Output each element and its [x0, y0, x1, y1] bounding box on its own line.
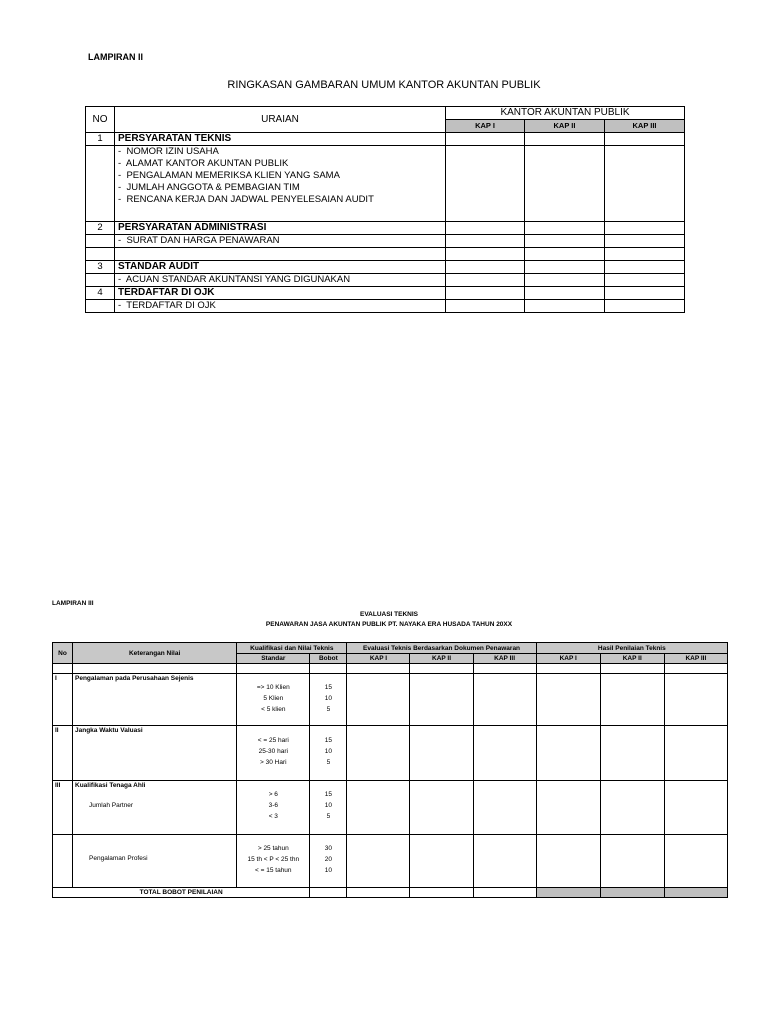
bobot-value: 5	[326, 813, 331, 820]
kap-cell	[605, 235, 685, 248]
item-text: ALAMAT KANTOR AKUNTAN PUBLIK	[125, 158, 289, 169]
bobot-value: 15	[324, 737, 332, 744]
item-text: JUMLAH ANGGOTA & PEMBAGIAN TIM	[126, 182, 300, 193]
total-label: TOTAL BOBOT PENILAIAN	[53, 888, 310, 898]
criterion-cell	[73, 835, 237, 888]
kap-cell	[605, 146, 685, 222]
col-kualifikasi-header: Kualifikasi dan Nilai Teknis	[237, 643, 347, 654]
lampiran-ii-label: LAMPIRAN II	[88, 52, 143, 62]
criterion-title: Pengalaman pada Perusahaan Sejenis	[73, 674, 237, 726]
section-items: - NOMOR IZIN USAHA - ALAMAT KANTOR AKUNTAN PUBLIK - PENGALAMAN MEMERIKSA KLIEN YANG SAMA - JUMLAH ANGGOTA & PEMBAGIAN TIM - RENCANA KERJA DAN JADWAL PENYELESAIAN AUDIT	[115, 146, 446, 222]
bobot-value: 10	[324, 695, 332, 702]
col-no-header: NO	[86, 107, 115, 133]
lampiran-iii-label: LAMPIRAN III	[52, 600, 94, 607]
total-score-cell	[536, 888, 600, 898]
bobot-value: 10	[324, 802, 332, 809]
col-kap-header: KAP II	[600, 654, 664, 664]
col-uraian-header: URAIAN	[115, 107, 446, 133]
sub-criterion-label: Jumlah Partner	[89, 802, 134, 809]
bobot-cell	[310, 835, 347, 888]
kap-cell	[446, 235, 525, 248]
col-kap-header: KAP II	[525, 120, 605, 133]
item-text: ACUAN STANDAR AKUNTANSI YANG DIGUNAKAN	[125, 274, 351, 285]
technical-evaluation-table	[52, 642, 728, 898]
col-evaluasi-header: Evaluasi Teknis Berdasarkan Dokumen Penawaran	[347, 643, 536, 654]
standar-value: 3-6	[268, 802, 278, 809]
kap-cell	[605, 274, 685, 287]
criterion-number: II	[53, 726, 73, 781]
section-number: 4	[86, 287, 115, 300]
kap-cell	[525, 235, 605, 248]
standar-cell	[237, 781, 310, 835]
bobot-cell	[310, 781, 347, 835]
section-number: 1	[86, 133, 115, 146]
kap-cell	[446, 287, 525, 300]
item-text: NOMOR IZIN USAHA	[126, 146, 219, 157]
lampiran-iii-title: EVALUASI TEKNIS	[359, 611, 419, 618]
col-keterangan-header: Keterangan Nilai	[73, 643, 237, 664]
standar-cell	[237, 726, 310, 781]
kap-cell	[525, 133, 605, 146]
criterion-number: I	[53, 674, 73, 726]
section-number: 2	[86, 222, 115, 235]
col-kap-header: KAP I	[536, 654, 600, 664]
standar-value: => 10 Klien	[256, 684, 290, 691]
kap-cell	[446, 146, 525, 222]
standar-cell	[237, 835, 310, 888]
criterion-number: III	[53, 781, 73, 835]
col-kap-header: KAP I	[347, 654, 410, 664]
lampiran-ii-title: RINGKASAN GAMBARAN UMUM KANTOR AKUNTAN PUBLIK	[227, 79, 541, 91]
kap-cell	[525, 274, 605, 287]
bobot-cell	[310, 726, 347, 781]
standar-value: > 25 tahun	[257, 845, 289, 852]
kap-cell	[446, 248, 525, 261]
standar-value: < = 25 hari	[257, 737, 289, 744]
bobot-value: 5	[326, 706, 331, 713]
bobot-cell	[310, 674, 347, 726]
criterion-title: Kualifikasi Tenaga Ahli	[75, 782, 146, 789]
section-number: 3	[86, 261, 115, 274]
kap-cell	[446, 222, 525, 235]
section-title: TERDAFTAR DI OJK	[115, 287, 446, 300]
standar-value: 25-30 hari	[258, 748, 288, 755]
item-text: PENGALAMAN MEMERIKSA KLIEN YANG SAMA	[126, 170, 340, 181]
bobot-value: 15	[324, 684, 332, 691]
kap-cell	[605, 248, 685, 261]
section-title: PERSYARATAN TEKNIS	[115, 133, 446, 146]
col-bobot-header: Bobot	[310, 654, 347, 664]
kap-cell	[525, 300, 605, 313]
bobot-value: 5	[326, 759, 331, 766]
kap-cell	[525, 146, 605, 222]
col-kap-header: KAP II	[410, 654, 473, 664]
kap-cell	[525, 222, 605, 235]
standar-value: > 6	[268, 791, 278, 798]
criterion-title: Jangka Waktu Valuasi	[73, 726, 237, 781]
kap-cell	[605, 133, 685, 146]
standar-value: 15 th < P < 25 thn	[247, 856, 300, 863]
bobot-value: 30	[324, 845, 332, 852]
bobot-value: 20	[324, 856, 332, 863]
kap-cell	[605, 222, 685, 235]
standar-value: < = 15 tahun	[255, 867, 292, 874]
standar-value: < 3	[268, 813, 278, 820]
kap-cell	[605, 287, 685, 300]
total-bobot-cell	[310, 888, 347, 898]
standar-value: 5 Klien	[263, 695, 284, 702]
kap-cell	[446, 261, 525, 274]
col-kap-group-header: KANTOR AKUNTAN PUBLIK	[446, 107, 685, 120]
kap-cell	[446, 274, 525, 287]
criterion-cell	[73, 781, 237, 835]
total-score-cell	[600, 888, 664, 898]
col-kap-header: KAP III	[473, 654, 536, 664]
item-text: RENCANA KERJA DAN JADWAL PENYELESAIAN AUDIT	[126, 194, 374, 205]
kap-cell	[605, 300, 685, 313]
sub-criterion-label: Pengalaman Profesi	[89, 855, 148, 862]
kap-cell	[446, 300, 525, 313]
kap-cell	[446, 133, 525, 146]
col-kap-header: KAP I	[446, 120, 525, 133]
col-kap-header: KAP III	[664, 654, 727, 664]
kap-summary-table: NO URAIAN KANTOR AKUNTAN PUBLIK KAP I KAP II KAP III 1 PERSYARATAN TEKNIS - NOMOR IZIN USAHA - ALAMAT KANTOR AKUNTAN PUBLIK - PENGALAMAN MEMERIKSA KLIEN YANG SAMA - JUMLAH ANGGOTA & PEMBAGIAN TIM - RENCANA KERJA DAN JADWAL PENYELESAIAN AUDIT 2 PERSYARATAN ADMINISTRASI - SURAT DAN HARGA PENAWARAN 3 STANDAR AUDIT - ACUAN STANDAR AKUNTANSI YANG DIGUNAKAN 4 TERDAFTAR DI OJK - TERDAFTAR DI OJK	[85, 106, 685, 313]
item-text: SURAT DAN HARGA PENAWARAN	[126, 235, 280, 246]
kap-cell	[525, 287, 605, 300]
kap-cell	[605, 261, 685, 274]
item-text: TERDAFTAR DI OJK	[126, 300, 216, 311]
lampiran-iii-subtitle: PENAWARAN JASA AKUNTAN PUBLIK PT. NAYAKA ERA HUSADA TAHUN 20XX	[265, 621, 513, 628]
total-score-cell	[664, 888, 727, 898]
section-title: PERSYARATAN ADMINISTRASI	[115, 222, 446, 235]
bobot-value: 10	[324, 867, 332, 874]
col-no-header: No	[53, 643, 73, 664]
section-title: STANDAR AUDIT	[115, 261, 446, 274]
bobot-value: 10	[324, 748, 332, 755]
kap-cell	[525, 261, 605, 274]
col-hasil-header: Hasil Penilaian Teknis	[536, 643, 727, 654]
col-standar-header: Standar	[237, 654, 310, 664]
kap-cell	[525, 248, 605, 261]
bobot-value: 15	[324, 791, 332, 798]
standar-value: > 30 Hari	[260, 759, 287, 766]
col-kap-header: KAP III	[605, 120, 685, 133]
standar-cell	[237, 674, 310, 726]
standar-value: < 5 klien	[261, 706, 286, 713]
